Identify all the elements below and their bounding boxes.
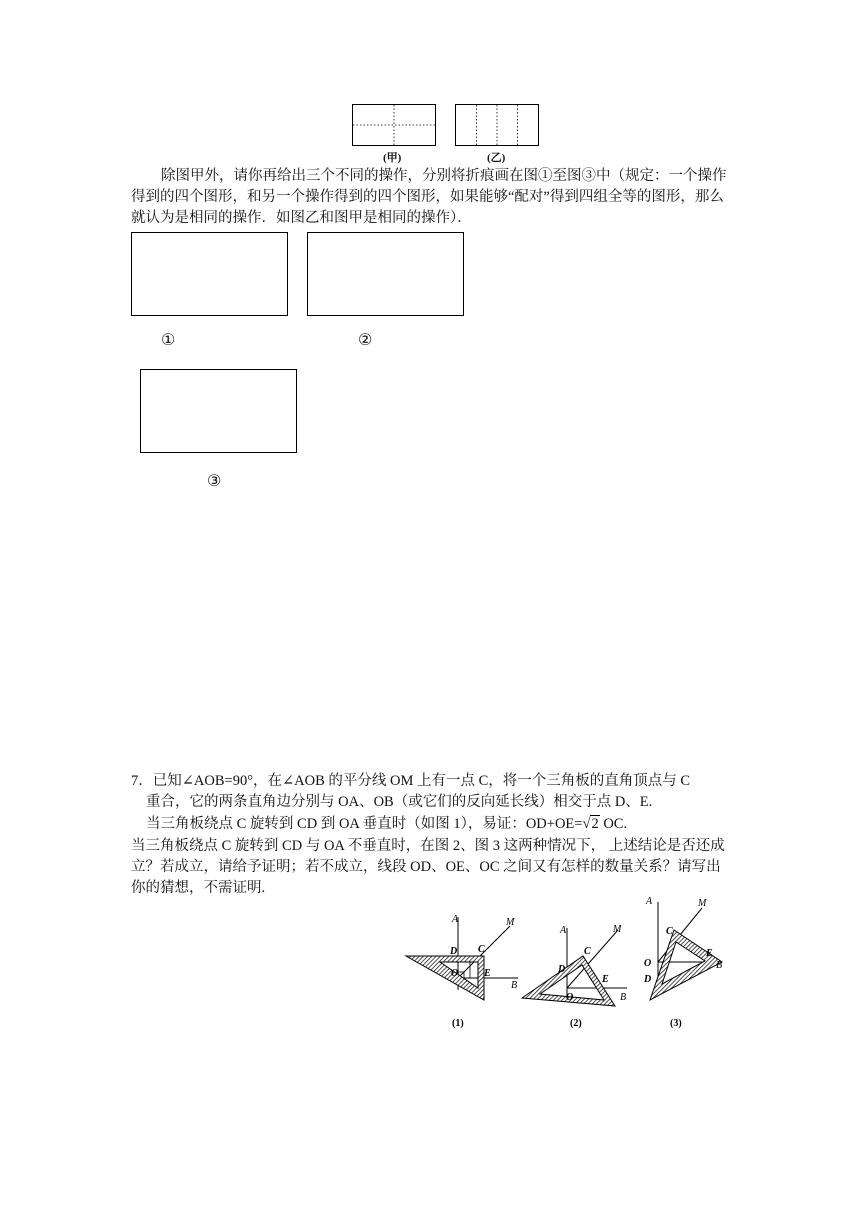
figure-2	[522, 924, 627, 1029]
fig2-label-E: E	[602, 974, 609, 985]
fig1-label-C: C	[478, 944, 485, 955]
fig1-label-A: A	[452, 914, 459, 925]
fig3-label-E: E	[706, 948, 713, 959]
fig3-label-A: A	[646, 896, 653, 907]
caption-yi: (乙)	[487, 152, 506, 164]
fig3-label-O: O	[644, 958, 652, 969]
fig1-label-M: M	[506, 917, 515, 928]
answer-box-1[interactable]	[131, 232, 288, 316]
problem7-line3-tail: OC.	[599, 816, 628, 832]
fig2-label-B: B	[620, 992, 627, 1003]
answer-box-2-label: ②	[358, 332, 373, 349]
fold-figure-yi	[455, 104, 539, 146]
problem7-line1: 7．已知∠AOB=90°，在∠AOB 的平分线 OM 上有一点 C，将一个三角板的直角顶点与 C	[131, 773, 691, 789]
sqrt-radicand: 2	[591, 816, 599, 832]
fig2-label-D: D	[558, 964, 566, 975]
problem7-line3-text: 当三角板绕点 C 旋转到 CD 到 OA 垂直时（如图 1），易证：OD+OE=	[146, 816, 583, 832]
fold-lines-yi	[456, 105, 538, 145]
fig2-label-A: A	[560, 925, 567, 936]
sqrt-two: √2	[582, 816, 599, 832]
fig3-label-D: D	[644, 974, 652, 985]
problem7-line4: 当三角板绕点 C 旋转到 CD 与 OA 不垂直时，在图 2、图 3 这两种情况下， 上述结论是否还成立？若成立，请给予证明；若不成立，线段 OD、OE、OC 之间又有怎样的数量关系？请写出你的猜想，不需证明.	[131, 838, 725, 896]
problem7-line2: 重合，它的两条直角边分别与 OA、OB（或它们的反向延长线）相交于点 D、E.	[146, 794, 653, 810]
fold-lines-jia	[353, 105, 435, 145]
fig2-label-M: M	[613, 924, 622, 935]
triangle-figures	[400, 890, 740, 1040]
caption-jia: (甲)	[383, 152, 402, 164]
answer-box-2[interactable]	[307, 232, 464, 316]
fig1-label-B: B	[511, 980, 518, 991]
answer-box-1-label: ①	[161, 332, 176, 349]
answer-box-3[interactable]	[140, 369, 297, 453]
figure-1	[406, 914, 518, 1029]
fig1-label-O: O	[451, 968, 459, 979]
instruction-text: 除图甲外，请你再给出三个不同的操作，分别将折痕画在图①至图③中（规定：一个操作得到的四个图形，和另一个操作得到的四个图形，如果能够“配对”得到四组全等的图形，那么就认为是相同的操作．如图乙和图甲是相同的操作）．	[131, 168, 727, 226]
fig2-label-C: C	[584, 946, 591, 957]
fig3-caption: (3)	[670, 1018, 682, 1029]
fold-figure-jia	[352, 104, 436, 146]
fig2-label-O: O	[566, 992, 574, 1003]
fig1-label-D: D	[450, 946, 458, 957]
problem7-line3	[146, 814, 736, 835]
fig3-label-B: B	[716, 960, 723, 971]
fig3-label-M: M	[698, 898, 707, 909]
fig1-label-E: E	[484, 968, 491, 979]
fig1-caption: (1)	[452, 1018, 464, 1029]
figure-3	[643, 896, 722, 1029]
fig3-label-C: C	[666, 926, 673, 937]
answer-box-3-label: ③	[207, 473, 222, 490]
fig2-caption: (2)	[570, 1018, 582, 1029]
